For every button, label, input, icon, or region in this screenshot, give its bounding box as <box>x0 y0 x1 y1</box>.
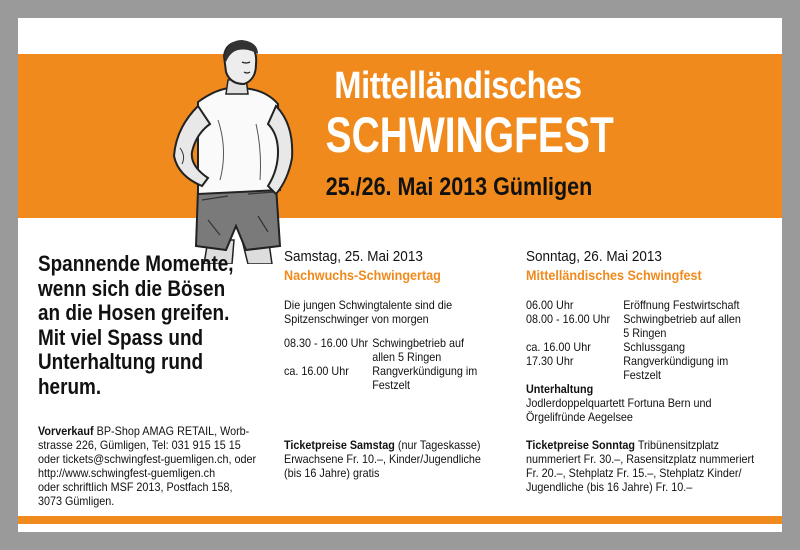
program-desc: Schwingbetrieb auf allen <box>623 312 741 326</box>
program-desc: Festzelt <box>372 378 411 392</box>
tagline-line: Spannende Momente, <box>38 251 234 276</box>
presale-line: oder schriftlich MSF 2013, Postfach 158, <box>38 480 233 494</box>
program-row <box>526 312 760 340</box>
sunday-tickets-line: nummeriert Fr. 30.–, Rasensitzplatz nummeriert <box>526 452 755 466</box>
sunday-column <box>526 248 776 424</box>
saturday-tickets-label: Ticketpreise Samstag <box>284 438 395 452</box>
poster <box>18 18 782 532</box>
saturday-subtitle: Nachwuchs-Schwingertag <box>284 267 441 283</box>
program-row <box>284 336 509 364</box>
event-date-location: 25./26. Mai 2013 Gümligen <box>325 173 593 201</box>
saturday-intro-line: Spitzenschwinger von morgen <box>284 312 429 326</box>
presale-line: http://www.schwingfest-guemligen.ch <box>38 466 216 480</box>
sunday-heading: Sonntag, 26. Mai 2013 <box>526 248 662 265</box>
sunday-subtitle: Mittelländisches Schwingfest <box>526 267 702 283</box>
program-desc: Schlussgang <box>623 340 686 354</box>
sunday-tickets <box>526 438 778 494</box>
program-time: 08.30 - 16.00 Uhr <box>284 336 369 350</box>
presale-line: BP-Shop AMAG RETAIL, Worb- <box>93 424 250 438</box>
wrestler-illustration <box>168 40 300 264</box>
program-desc: Schwingbetrieb auf <box>372 336 465 350</box>
saturday-tickets-note: (nur Tageskasse) <box>394 438 481 452</box>
saturday-tickets-line: (bis 16 Jahre) gratis <box>284 466 380 480</box>
tagline-line: herum. <box>38 373 102 399</box>
program-desc: Eröffnung Festwirtschaft <box>623 298 740 312</box>
saturday-heading: Samstag, 25. Mai 2013 <box>284 248 423 265</box>
saturday-intro-line: Die jungen Schwingtalente sind die <box>284 298 453 312</box>
program-row <box>284 364 509 392</box>
tagline-line: Unterhaltung rund <box>38 349 204 374</box>
program-desc: allen 5 Ringen <box>372 350 442 364</box>
program-row <box>526 354 760 382</box>
saturday-tickets-line: Erwachsene Fr. 10.–, Kinder/Jugendliche <box>284 452 481 466</box>
program-time: 17.30 Uhr <box>526 354 574 368</box>
sunday-tickets-label: Ticketpreise Sonntag <box>526 438 636 452</box>
program-time: ca. 16.00 Uhr <box>284 364 349 378</box>
sunday-tickets-line: Jugendliche (bis 16 Jahre) Fr. 10.– <box>526 480 693 494</box>
tagline-line: Mit viel Spass und <box>38 324 204 350</box>
program-desc: Festzelt <box>623 368 662 382</box>
sunday-tickets-line: Fr. 20.–, Stehplatz Fr. 15.–, Stehplatz Kinder/ <box>526 466 742 480</box>
program-row <box>526 298 760 312</box>
entertainment-label: Unterhaltung <box>526 382 594 396</box>
saturday-column <box>284 248 512 392</box>
presale-line: strasse 226, Gümligen, Tel: 031 915 15 15 <box>38 438 241 452</box>
program-time: 08.00 - 16.00 Uhr <box>526 312 611 326</box>
program-time: ca. 16.00 Uhr <box>526 340 591 354</box>
presale-info <box>38 424 299 508</box>
program-desc: 5 Ringen <box>623 326 667 340</box>
program-time: 06.00 Uhr <box>526 298 574 312</box>
entertainment-line: Jodlerdoppelquartett Fortuna Bern und <box>526 396 712 410</box>
tagline-line: an die Hosen greifen. <box>38 300 230 325</box>
presale-label: Vorverkauf <box>38 424 94 438</box>
tagline <box>38 252 279 399</box>
sunday-tickets-first: Tribünensitzplatz <box>635 438 720 452</box>
presale-line: oder tickets@schwingfest-guemligen.ch, oder <box>38 452 257 466</box>
title-line-1: Mittelländisches <box>334 65 582 107</box>
title-line-2: SCHWINGFEST <box>325 107 614 163</box>
tagline-line: wenn sich die Bösen <box>38 275 226 301</box>
presale-line: 3073 Gümligen. <box>38 494 115 508</box>
program-desc: Rangverkündigung im <box>372 364 478 378</box>
saturday-tickets <box>284 438 509 480</box>
program-row <box>526 340 760 354</box>
orange-footer-bar <box>18 516 782 524</box>
entertainment-line: Örgelifründe Aegelsee <box>526 410 633 424</box>
program-desc: Rangverkündigung im <box>623 354 729 368</box>
